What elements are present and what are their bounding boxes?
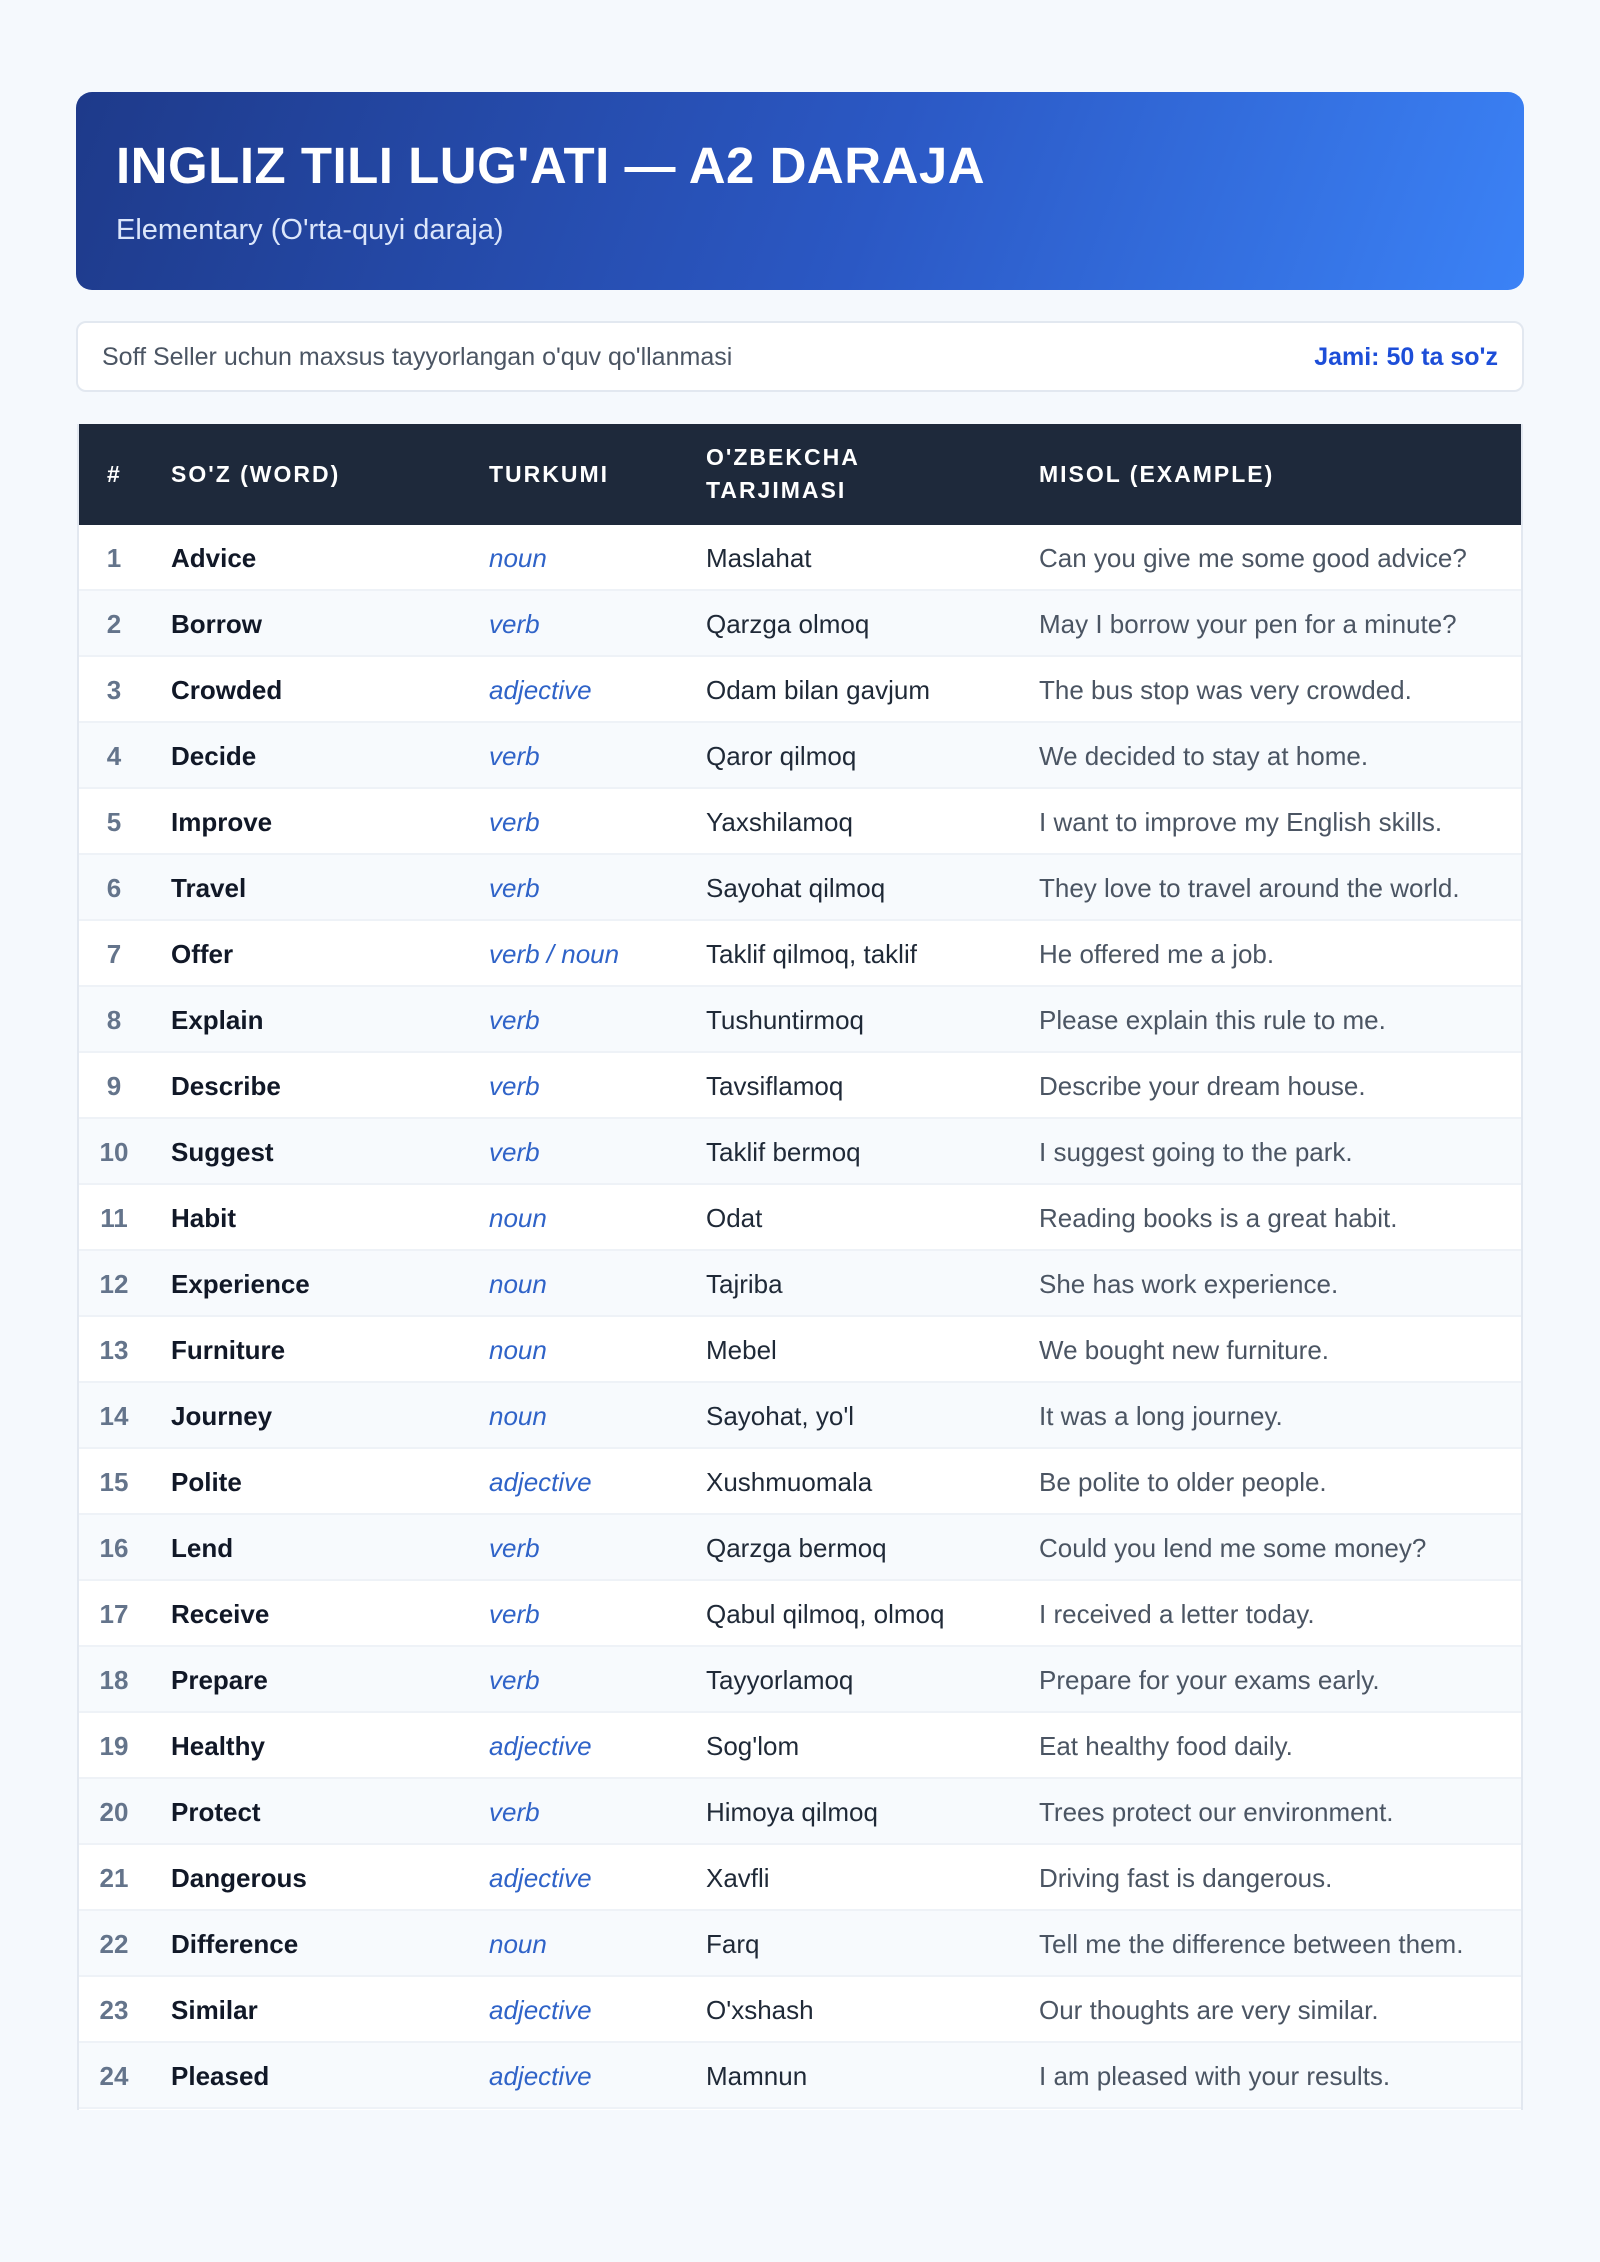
row-example: They love to travel around the world. bbox=[1039, 873, 1460, 903]
table-row bbox=[79, 1911, 1521, 1977]
row-example: She has work experience. bbox=[1039, 1269, 1339, 1299]
table-row bbox=[79, 1515, 1521, 1581]
row-word: Borrow bbox=[171, 609, 262, 639]
row-translation: Himoya qilmoq bbox=[706, 1797, 878, 1827]
row-number: 2 bbox=[106, 609, 122, 639]
row-part-of-speech: noun bbox=[489, 1203, 547, 1233]
info-note: Soff Seller uchun maxsus tayyorlangan o'quv qo'llanmasi bbox=[102, 343, 733, 371]
row-word: Suggest bbox=[171, 1137, 274, 1167]
row-example: The bus stop was very crowded. bbox=[1039, 675, 1412, 705]
row-part-of-speech: adjective bbox=[489, 1467, 592, 1497]
row-word: Healthy bbox=[171, 1731, 265, 1761]
row-word: Pleased bbox=[171, 2061, 270, 2091]
row-number: 12 bbox=[99, 1269, 129, 1299]
row-translation: Taklif qilmoq, taklif bbox=[706, 939, 917, 969]
row-word: Habit bbox=[171, 1203, 236, 1233]
table-row bbox=[79, 1449, 1521, 1515]
row-word: Experience bbox=[171, 1269, 310, 1299]
row-translation: Maslahat bbox=[706, 543, 812, 573]
row-number: 21 bbox=[99, 1863, 129, 1893]
row-example: We decided to stay at home. bbox=[1039, 741, 1369, 771]
vocabulary-table bbox=[77, 424, 1523, 2110]
row-part-of-speech: verb bbox=[489, 1137, 540, 1167]
table-header bbox=[79, 424, 1521, 525]
row-number: 1 bbox=[106, 543, 122, 573]
row-number: 23 bbox=[99, 1995, 129, 2025]
row-translation: Qarzga bermoq bbox=[706, 1533, 887, 1563]
row-example: Trees protect our environment. bbox=[1039, 1797, 1394, 1827]
column-header-number: # bbox=[107, 461, 122, 487]
row-number: 18 bbox=[99, 1665, 129, 1695]
row-word: Crowded bbox=[171, 675, 283, 705]
row-translation: Qaror qilmoq bbox=[706, 741, 857, 771]
table-row bbox=[79, 1317, 1521, 1383]
row-number: 5 bbox=[106, 807, 122, 837]
row-example: I received a letter today. bbox=[1039, 1599, 1315, 1629]
row-word: Prepare bbox=[171, 1665, 268, 1695]
table-row bbox=[79, 591, 1521, 657]
column-header-part-of-speech: TURKUMI bbox=[489, 461, 610, 487]
row-part-of-speech: verb bbox=[489, 609, 540, 639]
row-number: 17 bbox=[99, 1599, 129, 1629]
row-translation: Mebel bbox=[706, 1335, 777, 1365]
row-part-of-speech: adjective bbox=[489, 675, 592, 705]
row-translation: Sog'lom bbox=[706, 1731, 800, 1761]
row-number: 7 bbox=[106, 939, 122, 969]
row-translation: Sayohat, yo'l bbox=[706, 1401, 855, 1431]
row-number: 16 bbox=[99, 1533, 129, 1563]
row-part-of-speech: noun bbox=[489, 1929, 547, 1959]
column-header-word: SO'Z (WORD) bbox=[171, 461, 341, 487]
row-number: 9 bbox=[106, 1071, 122, 1101]
row-number: 13 bbox=[99, 1335, 129, 1365]
row-part-of-speech: adjective bbox=[489, 1731, 592, 1761]
row-example: I want to improve my English skills. bbox=[1039, 807, 1443, 837]
row-word: Difference bbox=[171, 1929, 299, 1959]
row-part-of-speech: verb bbox=[489, 873, 540, 903]
row-translation: Taklif bermoq bbox=[706, 1137, 861, 1167]
row-number: 4 bbox=[106, 741, 122, 771]
table-row bbox=[79, 1383, 1521, 1449]
row-number: 19 bbox=[99, 1731, 129, 1761]
row-translation: Xavfli bbox=[706, 1863, 770, 1893]
table-row bbox=[79, 1977, 1521, 2043]
row-example: We bought new furniture. bbox=[1039, 1335, 1330, 1365]
row-word: Receive bbox=[171, 1599, 270, 1629]
row-number: 24 bbox=[99, 2061, 129, 2091]
row-number: 15 bbox=[99, 1467, 129, 1497]
row-translation: Odam bilan gavjum bbox=[706, 675, 930, 705]
row-part-of-speech: noun bbox=[489, 1401, 547, 1431]
row-word: Dangerous bbox=[171, 1863, 307, 1893]
row-example: Tell me the difference between them. bbox=[1039, 1929, 1464, 1959]
info-bar bbox=[76, 321, 1524, 392]
table-row bbox=[79, 1779, 1521, 1845]
row-number: 11 bbox=[100, 1203, 128, 1233]
row-number: 22 bbox=[99, 1929, 129, 1959]
row-part-of-speech: verb bbox=[489, 1665, 540, 1695]
table-row bbox=[79, 921, 1521, 987]
row-part-of-speech: verb bbox=[489, 741, 540, 771]
row-example: Can you give me some good advice? bbox=[1039, 543, 1467, 573]
row-example: Driving fast is dangerous. bbox=[1039, 1863, 1333, 1893]
row-number: 8 bbox=[106, 1005, 122, 1035]
row-translation: Sayohat qilmoq bbox=[706, 873, 886, 903]
row-word: Lend bbox=[171, 1533, 234, 1563]
row-translation: Tavsiflamoq bbox=[706, 1071, 844, 1101]
row-word: Decide bbox=[171, 741, 257, 771]
table-row bbox=[79, 723, 1521, 789]
row-translation: Tayyorlamoq bbox=[706, 1665, 854, 1695]
table-row bbox=[79, 1119, 1521, 1185]
row-example: Could you lend me some money? bbox=[1039, 1533, 1427, 1563]
table-row bbox=[79, 1053, 1521, 1119]
row-translation: Farq bbox=[706, 1929, 760, 1959]
row-part-of-speech: verb bbox=[489, 1071, 540, 1101]
row-example: Be polite to older people. bbox=[1039, 1467, 1327, 1497]
row-part-of-speech: adjective bbox=[489, 1863, 592, 1893]
row-example: Eat healthy food daily. bbox=[1039, 1731, 1293, 1761]
row-translation: Yaxshilamoq bbox=[706, 807, 853, 837]
row-word: Journey bbox=[171, 1401, 273, 1431]
table-row bbox=[79, 789, 1521, 855]
row-part-of-speech: noun bbox=[489, 1269, 547, 1299]
row-example: I am pleased with your results. bbox=[1039, 2061, 1391, 2091]
table-row bbox=[79, 1185, 1521, 1251]
table-row bbox=[79, 2043, 1521, 2109]
row-translation: Mamnun bbox=[706, 2061, 808, 2091]
title-banner bbox=[76, 92, 1524, 290]
row-number: 3 bbox=[106, 675, 122, 705]
row-example: Please explain this rule to me. bbox=[1039, 1005, 1386, 1035]
row-part-of-speech: noun bbox=[489, 543, 547, 573]
table-body bbox=[79, 525, 1521, 2109]
column-header-translation: O'ZBEKCHA TARJIMASI bbox=[706, 444, 859, 503]
table-row bbox=[79, 987, 1521, 1053]
row-translation: Xushmuomala bbox=[706, 1467, 873, 1497]
row-example: He offered me a job. bbox=[1039, 939, 1275, 969]
table-row bbox=[79, 1713, 1521, 1779]
row-word: Protect bbox=[171, 1797, 261, 1827]
row-example: I suggest going to the park. bbox=[1039, 1137, 1353, 1167]
row-number: 10 bbox=[99, 1137, 129, 1167]
row-part-of-speech: adjective bbox=[489, 1995, 592, 2025]
row-part-of-speech: verb / noun bbox=[489, 939, 620, 969]
table-row bbox=[79, 855, 1521, 921]
table-row bbox=[79, 1647, 1521, 1713]
row-translation: Odat bbox=[706, 1203, 763, 1233]
row-number: 6 bbox=[106, 873, 122, 903]
row-word: Furniture bbox=[171, 1335, 286, 1365]
row-example: Prepare for your exams early. bbox=[1039, 1665, 1380, 1695]
table-row bbox=[79, 1845, 1521, 1911]
row-translation: O'xshash bbox=[706, 1995, 814, 2025]
page-subtitle: Elementary (O'rta-quyi daraja) bbox=[116, 214, 504, 246]
row-translation: Tajriba bbox=[706, 1269, 783, 1299]
row-part-of-speech: noun bbox=[489, 1335, 547, 1365]
word-count: Jami: 50 ta so'z bbox=[1314, 343, 1498, 371]
row-example: Describe your dream house. bbox=[1039, 1071, 1366, 1101]
row-word: Offer bbox=[171, 939, 234, 969]
row-translation: Tushuntirmoq bbox=[706, 1005, 864, 1035]
table-row bbox=[79, 1251, 1521, 1317]
row-part-of-speech: verb bbox=[489, 1797, 540, 1827]
column-header-example: MISOL (EXAMPLE) bbox=[1039, 461, 1275, 487]
row-example: Our thoughts are very similar. bbox=[1039, 1995, 1379, 2025]
row-number: 20 bbox=[99, 1797, 129, 1827]
row-word: Improve bbox=[171, 807, 273, 837]
row-example: Reading books is a great habit. bbox=[1039, 1203, 1398, 1233]
row-word: Explain bbox=[171, 1005, 264, 1035]
row-number: 14 bbox=[99, 1401, 129, 1431]
row-word: Polite bbox=[171, 1467, 242, 1497]
table-row bbox=[79, 525, 1521, 591]
row-word: Describe bbox=[171, 1071, 281, 1101]
row-word: Similar bbox=[171, 1995, 258, 2025]
row-example: May I borrow your pen for a minute? bbox=[1039, 609, 1457, 639]
page-title: INGLIZ TILI LUG'ATI — A2 DARAJA bbox=[116, 137, 986, 194]
row-part-of-speech: verb bbox=[489, 807, 540, 837]
row-translation: Qabul qilmoq, olmoq bbox=[706, 1599, 945, 1629]
table-row bbox=[79, 1581, 1521, 1647]
row-translation: Qarzga olmoq bbox=[706, 609, 870, 639]
row-part-of-speech: adjective bbox=[489, 2061, 592, 2091]
row-example: It was a long journey. bbox=[1039, 1401, 1283, 1431]
row-part-of-speech: verb bbox=[489, 1599, 540, 1629]
row-word: Travel bbox=[171, 873, 247, 903]
row-word: Advice bbox=[171, 543, 257, 573]
row-part-of-speech: verb bbox=[489, 1533, 540, 1563]
table-row bbox=[79, 657, 1521, 723]
row-part-of-speech: verb bbox=[489, 1005, 540, 1035]
